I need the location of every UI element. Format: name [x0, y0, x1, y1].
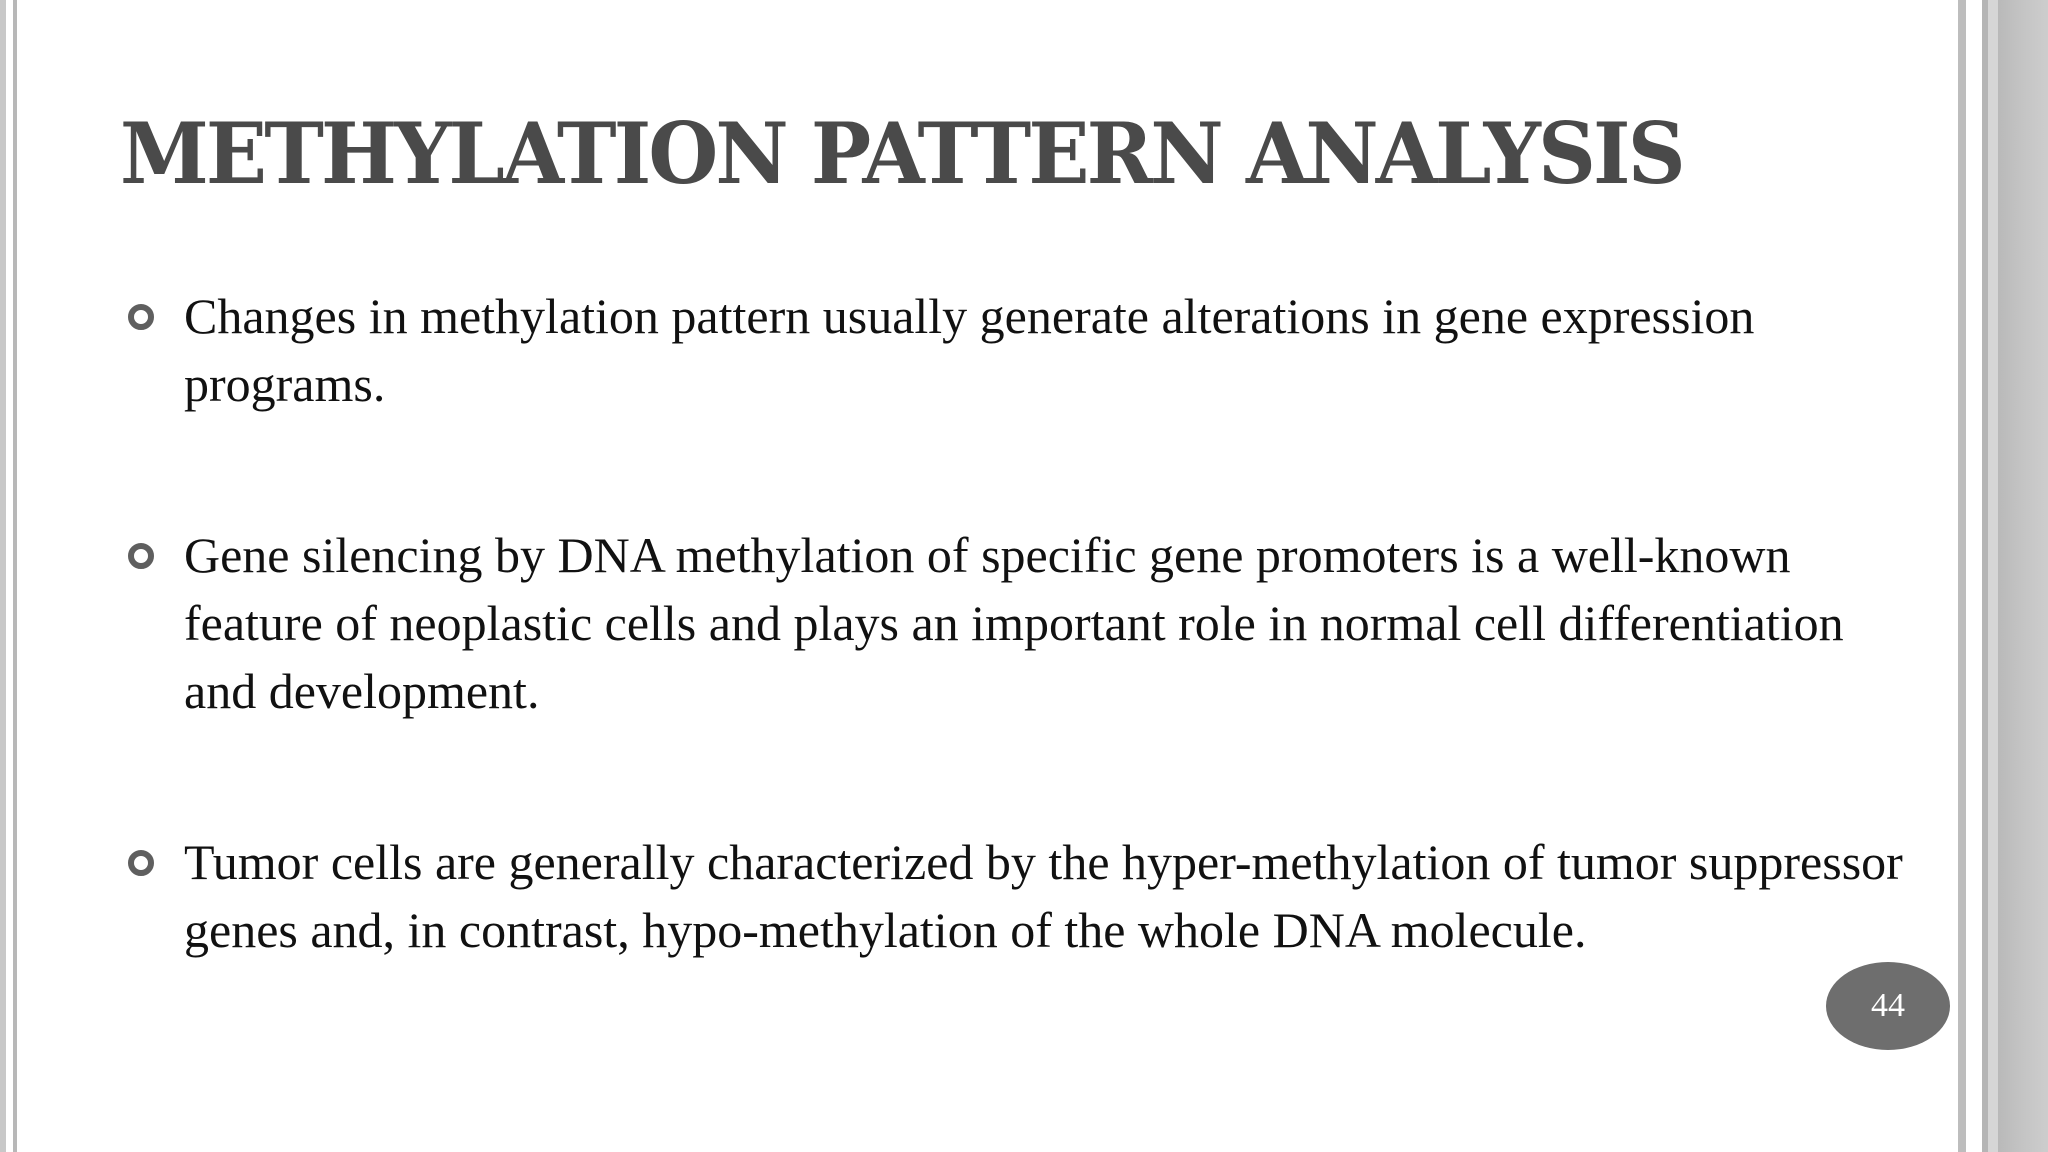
bullet-circle-icon [128, 543, 154, 569]
bullet-circle-icon [128, 850, 154, 876]
bullet-item [184, 828, 1924, 964]
bullet-item [184, 521, 1924, 725]
bullet-circle-icon [128, 304, 154, 330]
page-number-badge: 44 [1826, 962, 1950, 1050]
slide-title: METHYLATION PATTERN ANALYSIS [120, 104, 1683, 203]
bullet-item [184, 282, 1924, 418]
bullet-text: Gene silencing by DNA methylation of specific gene promoters is a well-known feature of neoplastic cells and plays an important role in normal cell differentiation and development. [184, 527, 1844, 719]
bullet-text: Tumor cells are generally characterized by the hyper-methylation of tumor suppressor genes and, in contrast, hypo-methylation of the whole DNA molecule. [184, 834, 1903, 958]
bullet-text: Changes in methylation pattern usually generate alterations in gene expression programs. [184, 288, 1755, 412]
